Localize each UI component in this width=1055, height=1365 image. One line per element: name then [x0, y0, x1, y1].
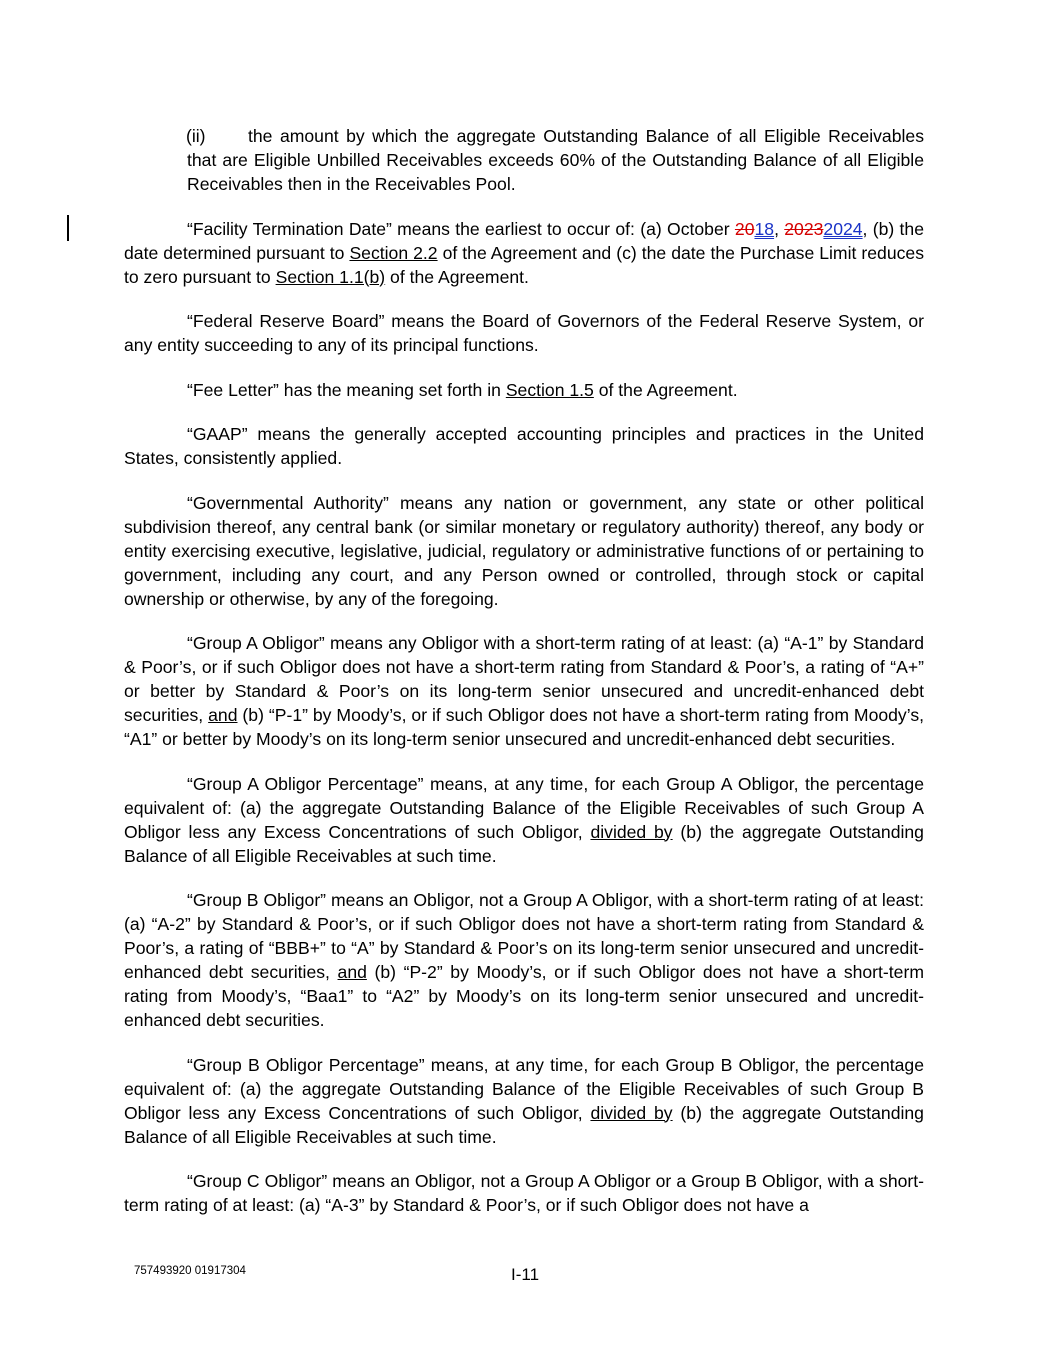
inserted-text: 18	[754, 218, 775, 239]
definition-text: “Group A Obligor” means any Obligor with a short-term rating of at least: (a) “A-1” by Standard & Poor’s, or if such Obligor does not have a short-term rating from Standard & Poor’s, a rating of “A+” or better by Standard & Poor’s on its long-term senior unsecured and uncredit-enhanced debt securities,	[124, 633, 924, 725]
definition-text: ,	[774, 218, 785, 239]
definition-fee-letter	[124, 378, 924, 402]
deleted-text: 2023	[784, 218, 824, 239]
definition-text: “Group A Obligor Percentage” means, at any time, for each Group A Obligor, the percentage equivalent of: (a) the aggregate Outstanding Balance of the Eligible Receivables of such Group A Obligor less any Excess Concentrations of such Obligor,	[124, 773, 924, 842]
document-footer-id: 757493920 01917304	[134, 1265, 246, 1277]
definition-text: (b) “P-1” by Moody’s, or if such Obligor does not have a short-term rating from Moody’s, “A1” or better by Moody’s on its long-term senior unsecured and uncredit-enhanced debt securities.	[124, 705, 924, 749]
section-reference: Section 2.2	[349, 242, 438, 263]
definition-group-b-obligor	[124, 888, 924, 1032]
inserted-text: 2024	[823, 218, 863, 239]
underlined-divided-by: divided by	[590, 1102, 673, 1123]
definition-facility-termination-date	[124, 217, 924, 289]
revision-change-bar	[67, 215, 69, 241]
section-reference: Section 1.1(b)	[275, 266, 386, 287]
underlined-and: and	[337, 962, 367, 982]
definition-text: “Facility Termination Date” means the earliest to occur of: (a) October	[187, 218, 735, 239]
definition-text: of the Agreement.	[385, 266, 529, 287]
definition-group-b-obligor-percentage	[124, 1053, 924, 1149]
clause-ii	[187, 124, 924, 196]
definition-text: “Group B Obligor Percentage” means, at any time, for each Group B Obligor, the percentage equivalent of: (a) the aggregate Outstanding Balance of the Eligible Receivables of such Group B Obligor less any Excess Concentrations of such Obligor,	[124, 1054, 924, 1123]
definition-governmental-authority: “Governmental Authority” means any nation or government, any state or other political subdivision thereof, any central bank (or similar monetary or regulatory authority) thereof, any body or entity exercising executive, legislative, judicial, regulatory or administrative functions of or pertaining to government, including any court, and any Person owned or controlled, through stock or capital ownership or otherwise, by any of the foregoing.	[124, 492, 924, 609]
definition-text: “Group B Obligor” means an Obligor, not a Group A Obligor, with a short-term rating of at least: (a) “A-2” by Standard & Poor’s, or if such Obligor does not have a short-term rating from Standard & Poor’s, a rating of “BBB+” to “A” by Standard & Poor’s on its long-term senior unsecured and uncredit-enhanced debt securities,	[124, 890, 924, 982]
definition-group-c-obligor: “Group C Obligor” means an Obligor, not a Group A Obligor or a Group B Obligor, with a short-term rating of at least: (a) “A-3” by Standard & Poor’s, or if such Obligor does not have a	[124, 1171, 924, 1215]
section-reference: Section 1.5	[505, 379, 594, 400]
definition-text: (b) the aggregate Outstanding Balance of all Eligible Receivables at such time.	[124, 821, 924, 866]
definition-text: “Fee Letter” has the meaning set forth in	[187, 379, 506, 400]
definition-text: of the Agreement.	[593, 379, 738, 400]
definition-group-a-obligor-percentage	[124, 772, 924, 868]
definition-group-a-obligor	[124, 631, 924, 751]
page-number: I-11	[511, 1265, 540, 1284]
definition-text: of the Agreement and (c) the date the Purchase Limit reduces to zero pursuant to	[124, 242, 924, 287]
underlined-and: and	[208, 705, 238, 725]
definition-federal-reserve-board: “Federal Reserve Board” means the Board of Governors of the Federal Reserve System, or any entity succeeding to any of its principal functions.	[124, 311, 924, 355]
definition-text: , (b) the date determined pursuant to	[124, 218, 925, 263]
document-body	[124, 124, 924, 1238]
definition-text: (b) “P-2” by Moody’s, or if such Obligor does not have a short-term rating from Moody’s, “Baa1” to “A2” by Moody’s on its long-term senior unsecured and uncredit-enhanced debt securities.	[124, 962, 924, 1030]
clause-text: the amount by which the aggregate Outstanding Balance of all Eligible Receivables that are Eligible Unbilled Receivables exceeds 60% of the Outstanding Balance of all Eligible Receivables then in the Receivables Pool.	[187, 126, 924, 194]
definition-gaap: “GAAP” means the generally accepted accounting principles and practices in the United States, consistently applied.	[124, 424, 924, 468]
deleted-text: 20	[734, 218, 755, 239]
underlined-divided-by: divided by	[590, 821, 673, 842]
definition-text: (b) the aggregate Outstanding Balance of all Eligible Receivables at such time.	[124, 1102, 924, 1147]
clause-number: (ii)	[186, 126, 206, 146]
